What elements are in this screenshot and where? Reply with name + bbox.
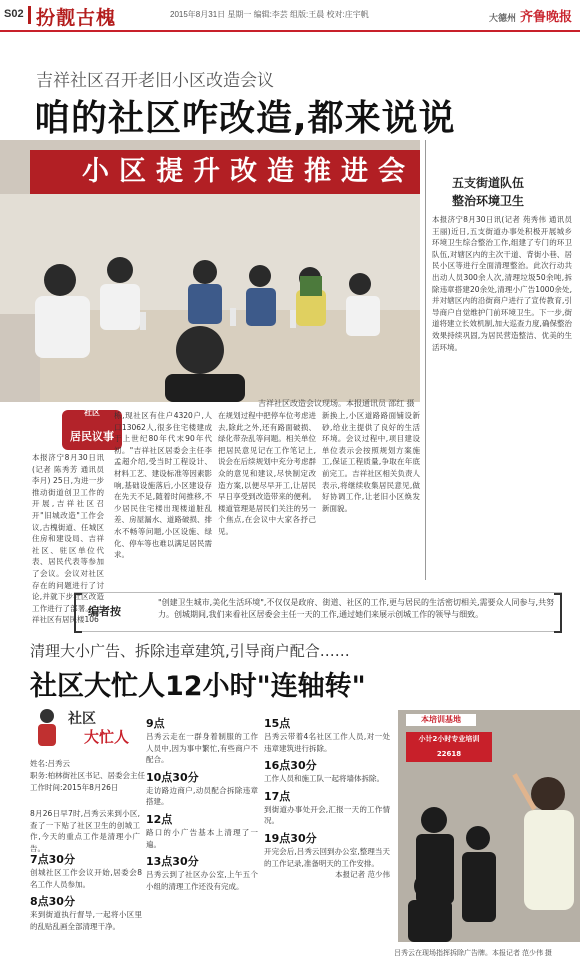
entry-time: 17点 [264,789,291,803]
section-bar [28,6,31,24]
entry-time: 9点 [146,717,165,730]
entry-text: 创城社区工作会议开始,居委会8名工作人员参加。 [30,868,142,889]
timeline-entry [146,712,258,766]
masthead-logo: 齐鲁晚报 [519,10,572,25]
timeline-entry [146,808,258,850]
timeline-entry [264,785,390,827]
entry-text: 吕秀云带着4名社区工作人员,对一处违章建筑进行拆除。 [264,732,390,753]
masthead [489,6,572,25]
timeline-entry [264,827,390,869]
entry-text: 工作人员和施工队一起将墙体拆除。 [264,774,384,784]
article1-kicker: 吉祥社区召开老旧小区改造会议 [36,71,274,91]
page-number: S02 [4,8,24,20]
badge-b-text: 大忙人 [84,728,130,746]
entry-time: 13点30分 [146,855,199,869]
sidebar-text: 本报济宁8月30日讯(记者 苑秀伟 通讯员 王丽)近日,五支街道办事处积极开展城乡环境卫生综合整治工作,组建了专门的环卫队伍,对辖区内的主次干道、背街小巷、居民小区等进行全面清理整治。此次行动共出动人员300余人次,清理垃圾50余吨,拆除违章搭建20余处,清理小广告1000余处,并对辖区内的沿街商户进行了宣传教育,引导商户自觉维护门前环境卫生。下一步,街道将建立长效机制,加大巡查力度,确保整治效果持续巩固,为居民营造整洁、优美的生活环境。 [432,215,572,352]
sidebar-title-line1: 五支街道队伍 [452,176,525,190]
sign-line2: 小计2小时专业培训 [418,735,480,743]
timeline-entry [30,890,142,932]
sign-line3: 22618 [436,750,462,758]
profile-job: 职务:柏林街社区书记、居委会主任 [30,771,146,780]
entry-time: 15点 [264,717,291,730]
entry-time: 19点30分 [264,831,317,845]
article1-photo-caption: 吉祥社区改造会议现场。本报通讯员 邵红 摄 [258,399,415,408]
article2-byline: 本报记者 范少伟 [335,870,390,880]
article1-photo [0,140,420,402]
editor-note-label: 编者按 [88,605,121,618]
profile-date: 工作时间:2015年8月26日 [30,783,119,792]
entry-text: 开完会后,吕秀云回到办公室,整理当天的工作记录,准备明天的工作安排。 [264,846,390,868]
timeline-col2 [146,712,258,974]
entry-text: 到街道办事处开会,汇报一天的工作情况。 [264,804,390,826]
section-title: 扮靓古槐 [36,7,117,29]
entry-text: 来到街道执行督导,一起将小区里的乱贴乱画全部清理干净。 [30,910,142,931]
entry-time: 12点 [146,812,173,826]
entry-text: 路口的小广告基本上清理了一遍。 [146,827,258,849]
sidebar-title [452,174,524,210]
sidebar-title-line2: 整治环境卫生 [452,194,525,208]
timeline-entry [146,766,258,808]
badge-a-text: 社区 [68,711,96,727]
timeline-col1 [30,848,142,974]
profile-block [30,758,148,794]
photo-sign: 本培训基地 [406,714,476,726]
photo-people-2 [398,710,580,942]
timeline-entry [264,712,390,754]
badge-top: 社区 [84,408,100,417]
timeline-entry [264,754,390,785]
entry-time: 10点30分 [146,770,199,784]
article1-col2: 栋,现社区有住户4320户,人口13062人,很多住宅楼建成于上世纪80年代末90年代初。"吉祥社区居委会主任李孟超介绍,受当时工程设计、材料工艺、建设标准等因素影响,基础设施落后,小区建设存在先天不足,随着时间推移,不少居民住宅楼出现楼道脏乱差、房屋漏水、道路破损、排水不畅等问题,小区设施、绿化、停车等也难以满足居民需求。 [114,411,212,560]
article2-photo [398,710,580,942]
section-badge-resident [62,410,122,450]
entry-text: 吕秀云走在一群身着制服的工作人员中,因为事中繁忙,有些商户不配合。 [146,732,258,765]
photo-people [0,200,420,402]
article1-col3: 在规划过程中把停车位考虑进去,除此之外,还有路面破损、绿化带杂乱等问题。相关单位把居民意见记在工作笔记上,说会在后续规划中充分考虑群众的意见和建议,尽快制定改造方案,以便尽早开工,让居民早日享受到改造带来的便利。楼道管理是居民们关注的另一个焦点,在会议中大家各抒己见。 [218,411,316,536]
article2-kicker: 清理大小广告、拆除违章建筑,引导商户配合…… [30,642,350,660]
badge-label: 居民议事 [70,430,114,443]
entry-text: 走访路边商户,动员配合拆除违章搭建。 [146,785,258,807]
masthead-small: 大德州 [488,14,516,24]
article1-col1: 本报济宁8月30日讯(记者 陈秀芳 通讯员 李月) 25日,为进一步推动街道创卫工作的开展,吉祥社区召开"旧城改造"工作会议,古槐街道、任城区住房和建设局、吉祥社区、驻区单位代表、居民代表等参加了会议。会议对社区存在的问题进行了讨论,并就下步社区改造工作进行了部署。"吉祥社区有居民楼106 [32,453,104,625]
timeline-entry [146,850,258,892]
badge-figure-icon [32,708,62,750]
article2-photo-caption: 吕秀云在现场指挥拆除广告牌。本报记者 范少伟 摄 [394,950,552,957]
section-badge-busy [32,706,142,752]
column-divider [425,140,426,580]
timeline-col3 [264,712,390,974]
entry-time: 8点30分 [30,895,75,909]
profile-name: 姓名:吕秀云 [30,759,71,768]
entry-time: 7点30分 [30,853,75,866]
photo-banner [30,150,420,194]
article2-title: 社区大忙人12小时"连轴转" [30,671,366,702]
article1-col4: 新换上,小区道路路面铺设新砂,给业主提供了良好的生活环境。会议过程中,项目建设单位表示会按照规划方案施工,保证工程质量,争取在年底前完工。吉祥社区相关负责人表示,将继续收集居民意见,做好协调工作,让老旧小区焕发新面貌。 [322,411,420,513]
timeline-entry [30,848,142,890]
editor-note-text: "创建卫生城市,美化生活环境",不仅仅是政府、街道、社区的工作,更与居民的生活密切相关,需要众人同参与,共努力。创城期间,我们来看社区居委会主任一天的工作,通过她们来展示创城工作的领导与细致。 [158,598,555,619]
entry-text: 吕秀云到了社区办公室,上午五个小组的清理工作还没有完成。 [146,870,258,891]
banner-text: 小区提升改造推进会 [82,156,415,187]
article1-title: 咱的社区咋改造,都来说说 [34,98,456,139]
note-bracket-left [74,593,82,633]
entry-time: 16点30分 [264,759,317,773]
page-meta: 2015年8月31日 星期一 编辑:李芸 组版:王晨 校对:庄宇帆 [170,10,369,19]
article2-intro: 8月26日早7时,吕秀云来到小区,查了一下贴了社区卫生的创城工作,今天的重点工作是清理小广告。 [30,809,140,853]
